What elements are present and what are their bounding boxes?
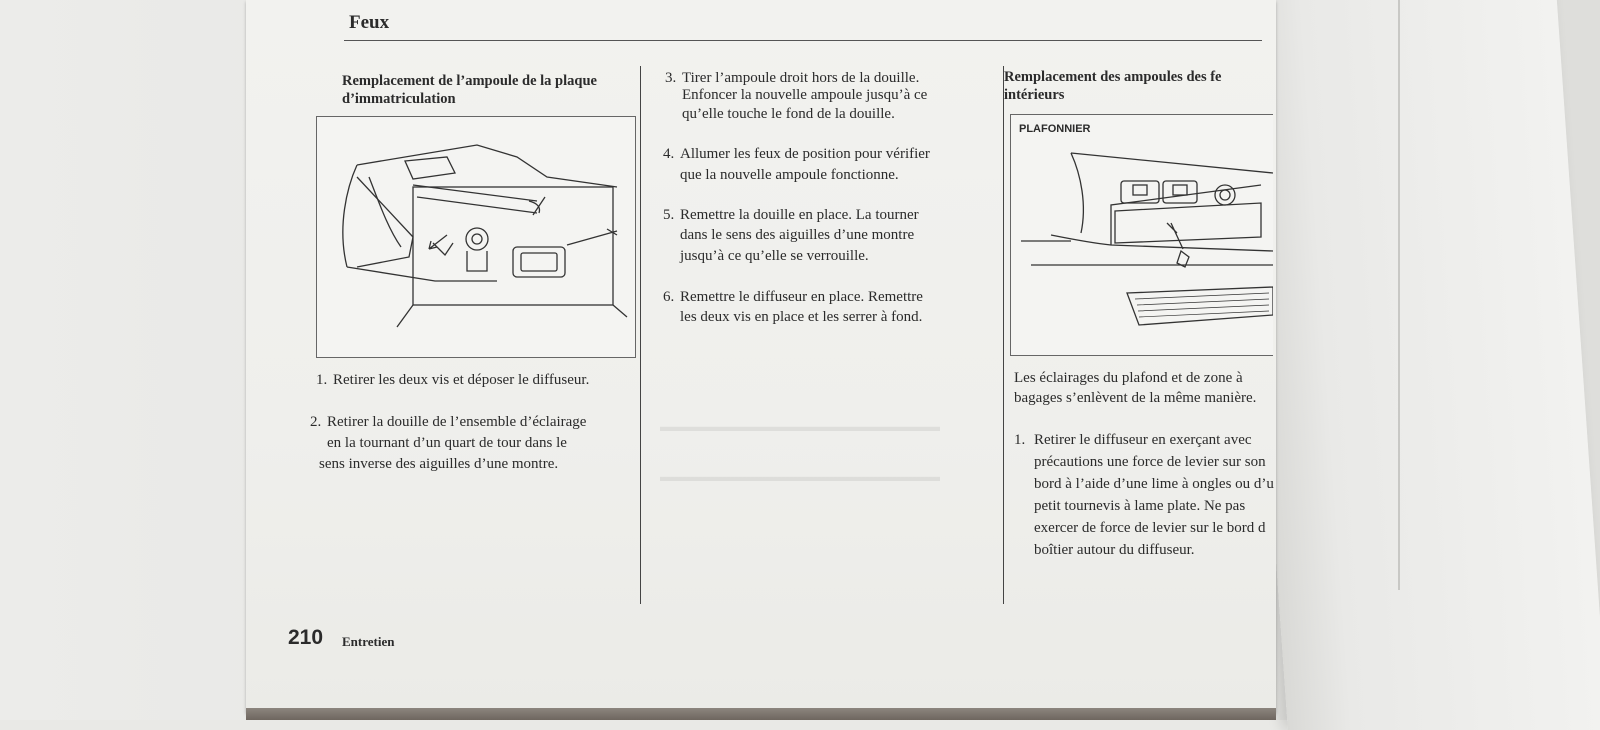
column-divider [640, 66, 641, 604]
middle-step-5 [663, 205, 993, 269]
page-edge [246, 708, 1276, 720]
step-text-line: Retirer le diffuseur en exerçant avec [1034, 432, 1252, 448]
license-plate-light-illustration [317, 117, 635, 357]
right-heading-line1: Remplacement des ampoules des fe [1004, 69, 1222, 85]
step-text-line: bord à l’aide d’une lime à ongles ou d’u [1034, 476, 1274, 492]
step-number: 6. [663, 289, 675, 305]
left-step-1 [316, 370, 636, 392]
middle-step-6 [663, 287, 993, 331]
step-number: 5. [663, 207, 675, 223]
bleed-through-text: ▬▬▬▬▬▬▬▬▬▬▬▬▬▬▬▬▬▬▬▬ [660, 420, 940, 435]
step-text-line: que la nouvelle ampoule fonctionne. [680, 167, 899, 183]
step-number: 1. [316, 372, 328, 388]
right-intro-line1: Les éclairages du plafond et de zone à [1014, 370, 1243, 386]
right-intro-line2: bagages s’enlèvent de la même manière. [1014, 390, 1257, 406]
step-number: 3. [665, 70, 677, 86]
step-text-line: Allumer les feux de position pour vérifier [680, 146, 930, 162]
step-number: 4. [663, 146, 675, 162]
facing-page-edge [1398, 0, 1400, 590]
step-number: 1. [1014, 432, 1026, 448]
step-text-line: précautions une force de levier sur son [1034, 454, 1266, 470]
license-plate-light-figure [316, 116, 636, 358]
ceiling-light-illustration [1011, 115, 1273, 355]
step-text-line: dans le sens des aiguilles d’une montre [680, 227, 915, 243]
step-text-line: en la tournant d’un quart de tour dans le [327, 435, 567, 451]
right-step-1 [1014, 430, 1314, 560]
left-step-2 [310, 412, 636, 476]
middle-step-4 [663, 144, 993, 188]
page-number: 210 [288, 626, 324, 649]
step-text-line: Remettre le diffuseur en place. Remettre [680, 289, 923, 305]
ceiling-light-figure [1010, 114, 1273, 356]
step-text-line: Remettre la douille en place. La tourner [680, 207, 919, 223]
facing-page [1236, 0, 1600, 730]
left-heading-line1: Remplacement de l’ampoule de la plaque [342, 73, 597, 89]
right-heading-line2: intérieurs [1004, 87, 1065, 103]
step-text-line: les deux vis en place et les serrer à fond. [680, 309, 923, 325]
header-rule [344, 40, 1262, 41]
step-text-line: Enfoncer la nouvelle ampoule jusqu’à ce [682, 87, 928, 103]
page-header-title: Feux [349, 12, 390, 33]
step-text-line: jusqu’à ce qu’elle se verrouille. [680, 248, 869, 264]
step-text-line: Tirer l’ampoule droit hors de la douille. [682, 70, 920, 86]
step-text: Retirer les deux vis et déposer le diffuseur. [333, 372, 590, 388]
bleed-through-text: ▬▬▬▬▬▬▬▬▬▬▬▬▬▬▬▬▬▬▬▬ [660, 470, 940, 485]
step-text-line: boîtier autour du diffuseur. [1034, 542, 1195, 558]
step-text-line: exercer de force de levier sur le bord d [1034, 520, 1266, 536]
section-name: Entretien [342, 634, 395, 649]
step-text-line: sens inverse des aiguilles d’une montre. [319, 456, 559, 472]
step-number: 2. [310, 414, 322, 430]
step-text-line: Retirer la douille de l’ensemble d’éclairage [327, 414, 587, 430]
figure-label: PLAFONNIER [1019, 123, 1091, 135]
left-heading-line2: d’immatriculation [342, 91, 456, 107]
step-text-line: petit tournevis à lame plate. Ne pas [1034, 498, 1246, 514]
middle-step-3 [665, 68, 995, 132]
column-divider [1003, 66, 1004, 604]
step-text-line: qu’elle touche le fond de la douille. [682, 106, 895, 122]
